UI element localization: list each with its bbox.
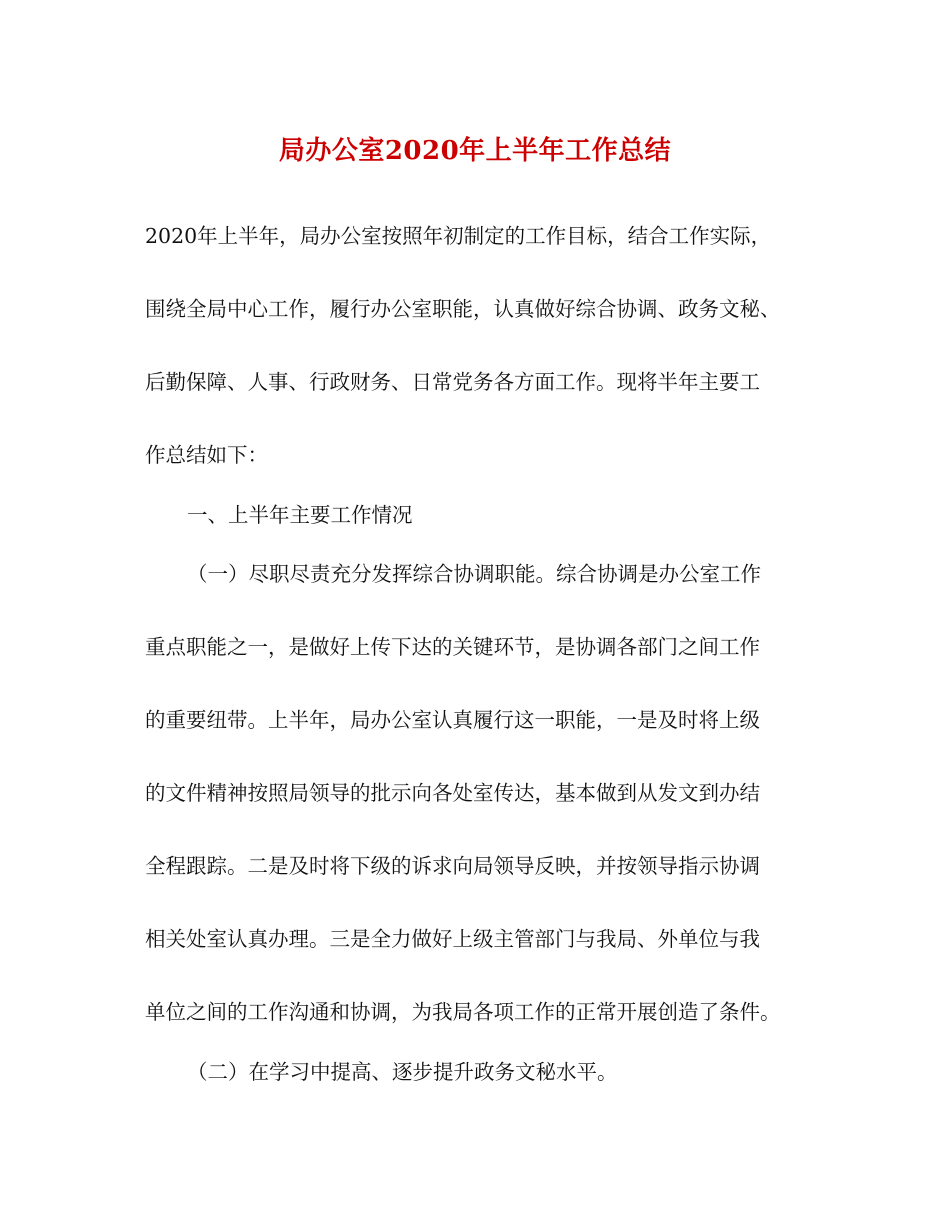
body-line: 相关处室认真办理。三是全力做好上级主管部门与我局、外单位与我 — [145, 927, 760, 951]
body-line: 2020年上半年，局办公室按照年初制定的工作目标，结合工作实际， — [145, 224, 772, 248]
body-line: 作总结如下： — [145, 443, 268, 467]
body-line: 的重要纽带。上半年，局办公室认真履行这一职能，一是及时将上级 — [145, 708, 760, 732]
body-line: 全程跟踪。二是及时将下级的诉求向局领导反映，并按领导指示协调 — [145, 854, 760, 878]
section-heading: 一、上半年主要工作情况 — [187, 503, 413, 527]
body-line: 围绕全局中心工作，履行办公室职能，认真做好综合协调、政务文秘、 — [145, 297, 781, 321]
body-line: 的文件精神按照局领导的批示向各处室传达，基本做到从发文到办结 — [145, 781, 760, 805]
document-title: 局办公室2020年上半年工作总结 — [278, 136, 672, 166]
body-line: 后勤保障、人事、行政财务、日常党务各方面工作。现将半年主要工 — [145, 370, 760, 394]
subsection-heading: （一）尽职尽责充分发挥综合协调职能。综合协调是办公室工作 — [187, 562, 761, 586]
body-line: 重点职能之一，是做好上传下达的关键环节，是协调各部门之间工作 — [145, 635, 760, 659]
body-line: 单位之间的工作沟通和协调，为我局各项工作的正常开展创造了条件。 — [145, 1000, 781, 1024]
subsection-heading: （二）在学习中提高、逐步提升政务文秘水平。 — [187, 1060, 618, 1084]
